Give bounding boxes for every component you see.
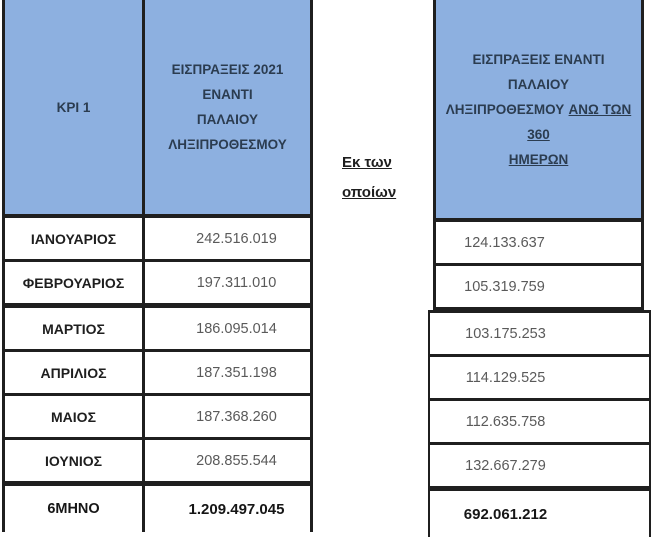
header-line: ΛΗΞΙΠΡΟΘΕΣΜΟΥ ΑΝΩ ΤΩΝ 360 — [445, 101, 632, 142]
middle-note-line1: Εκ των — [342, 154, 392, 171]
table-row — [5, 396, 310, 440]
month-cell: ΜΑΙΟΣ — [5, 396, 145, 437]
total-row — [5, 486, 310, 532]
over-360-header-text — [442, 47, 635, 172]
month-cell: ΙΟΥΝΙΟΣ — [5, 440, 145, 481]
month-cell: ΑΠΡΙΛΙΟΣ — [5, 352, 145, 393]
value-cell: 242.516.019 — [196, 230, 277, 247]
header-line: ΕΙΣΠΡΑΞΕΙΣ ΕΝΑΝΤΙ ΠΑΛΑΙΟΥ — [472, 51, 605, 92]
total-row — [430, 491, 649, 537]
value-cell: 132.667.279 — [465, 457, 546, 474]
value-cell: 187.351.198 — [196, 364, 277, 381]
total-value-cell: 1.209.497.045 — [188, 500, 285, 518]
table-row — [430, 445, 649, 491]
table-row — [436, 266, 641, 310]
value-cell: 186.095.014 — [196, 320, 277, 337]
value-cell: 197.311.010 — [196, 274, 277, 291]
right-header-cell — [436, 0, 641, 222]
table-row — [5, 262, 310, 308]
table-row — [430, 401, 649, 445]
kpi-table-right-upper — [433, 0, 644, 310]
value-cell: 112.635.758 — [465, 413, 546, 430]
table-row — [5, 308, 310, 352]
total-value-cell: 692.061.212 — [463, 505, 548, 523]
collections-2021-header-cell — [145, 0, 310, 214]
table-row — [436, 222, 641, 266]
value-cell: 208.855.544 — [196, 452, 277, 469]
left-header-row — [5, 0, 310, 218]
kpi-table-right-lower — [428, 310, 651, 537]
kpi-label: KPI 1 — [56, 99, 91, 115]
value-cell: 114.129.525 — [465, 369, 546, 386]
kpi-header-cell — [5, 0, 145, 214]
header-line: ΗΜΕΡΩΝ — [508, 151, 569, 167]
month-cell: ΦΕΒΡΟΥΑΡΙΟΣ — [5, 262, 145, 303]
month-cell: ΜΑΡΤΙΟΣ — [5, 308, 145, 349]
header-line: ΛΗΞΙΠΡΟΘΕΣΜΟΥ — [168, 137, 287, 152]
middle-note — [342, 153, 396, 213]
month-cell: ΙΑΝΟΥΑΡΙΟΣ — [5, 218, 145, 259]
header-line: ΕΙΣΠΡΑΞΕΙΣ 2021 ΕΝΑΝΤΙ — [171, 62, 284, 102]
value-cell: 103.175.253 — [465, 325, 546, 342]
total-label-cell: 6ΜΗΝΟ — [5, 486, 145, 532]
table-row — [5, 218, 310, 262]
table-row — [430, 357, 649, 401]
header-line: ΠΑΛΑΙΟΥ — [196, 112, 259, 127]
kpi-table-left — [2, 0, 313, 532]
middle-note-line2: οποίων — [342, 184, 397, 201]
value-cell: 124.133.637 — [464, 234, 545, 251]
table-row — [5, 440, 310, 486]
value-cell: 187.368.260 — [196, 408, 277, 425]
table-row — [430, 313, 649, 357]
value-cell: 105.319.759 — [464, 278, 545, 295]
table-row — [5, 352, 310, 396]
collections-2021-header-text — [145, 57, 310, 157]
